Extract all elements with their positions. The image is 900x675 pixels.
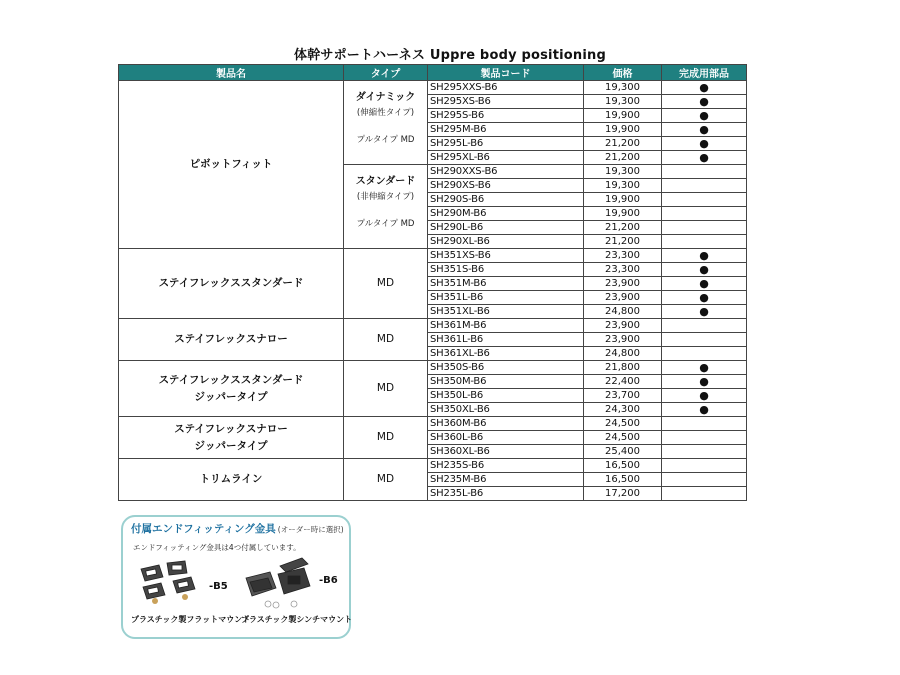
type-cell xyxy=(344,319,428,361)
type-cell xyxy=(344,81,428,165)
product-code-cell: SH290XXS-B6 xyxy=(428,165,584,179)
type-pull-label: プルタイプ MD xyxy=(356,219,415,229)
completion-part-mark: ● xyxy=(699,403,709,416)
type-note: (伸縮性タイプ) xyxy=(356,108,415,118)
price-cell: 17,200 xyxy=(584,487,662,501)
type-cell xyxy=(344,165,428,249)
price-cell: 21,200 xyxy=(584,221,662,235)
b6-label: -B6 xyxy=(319,575,338,586)
price-cell: 21,200 xyxy=(584,235,662,249)
type-label: MD xyxy=(376,431,395,443)
price-cell: 21,200 xyxy=(584,151,662,165)
completion-part-cell xyxy=(662,487,747,501)
product-name-line: トリムライン xyxy=(199,473,263,485)
fitting-title: 付属エンドフィッティング金具 xyxy=(131,523,276,535)
product-name-cell xyxy=(119,417,344,459)
completion-part-cell xyxy=(662,319,747,333)
price-cell: 23,900 xyxy=(584,319,662,333)
table-row xyxy=(119,319,747,333)
product-code-cell: SH295XXS-B6 xyxy=(428,81,584,95)
completion-part-cell xyxy=(662,333,747,347)
price-cell: 21,200 xyxy=(584,137,662,151)
completion-part-cell xyxy=(662,361,747,375)
price-cell: 19,900 xyxy=(584,207,662,221)
completion-part-mark: ● xyxy=(699,277,709,290)
product-name-cell xyxy=(119,81,344,249)
completion-part-mark: ● xyxy=(699,361,709,374)
end-fitting-panel xyxy=(121,515,351,639)
price-cell: 23,900 xyxy=(584,291,662,305)
completion-part-cell xyxy=(662,431,747,445)
type-cell xyxy=(344,361,428,417)
completion-part-cell xyxy=(662,193,747,207)
header-price: 価格 xyxy=(584,65,662,81)
price-cell: 21,800 xyxy=(584,361,662,375)
completion-part-cell xyxy=(662,235,747,249)
product-name-line: ジッパータイプ xyxy=(194,439,268,452)
type-label: MD xyxy=(376,277,395,289)
table-row xyxy=(119,361,747,375)
completion-part-mark: ● xyxy=(699,249,709,262)
completion-part-cell xyxy=(662,95,747,109)
table-row xyxy=(119,417,747,431)
header-type: タイプ xyxy=(344,65,428,81)
product-code-cell: SH361XL-B6 xyxy=(428,347,584,361)
product-code-cell: SH351L-B6 xyxy=(428,291,584,305)
product-code-cell: SH350XL-B6 xyxy=(428,403,584,417)
price-cell: 24,800 xyxy=(584,347,662,361)
completion-part-cell xyxy=(662,389,747,403)
completion-part-mark: ● xyxy=(699,123,709,136)
product-code-cell: SH290M-B6 xyxy=(428,207,584,221)
product-name-line: ピボットフィット xyxy=(189,158,273,170)
price-cell: 19,900 xyxy=(584,123,662,137)
completion-part-mark: ● xyxy=(699,291,709,304)
table-row xyxy=(119,81,747,95)
product-code-cell: SH290L-B6 xyxy=(428,221,584,235)
price-cell: 19,900 xyxy=(584,109,662,123)
product-code-cell: SH295M-B6 xyxy=(428,123,584,137)
completion-part-cell xyxy=(662,291,747,305)
price-cell: 19,300 xyxy=(584,179,662,193)
product-code-cell: SH235S-B6 xyxy=(428,459,584,473)
price-cell: 23,900 xyxy=(584,333,662,347)
product-name-line: ステイフレックススタンダード xyxy=(158,277,304,289)
product-code-cell: SH235M-B6 xyxy=(428,473,584,487)
completion-part-cell xyxy=(662,459,747,473)
header-completion-parts: 完成用部品 xyxy=(662,65,747,81)
price-cell: 16,500 xyxy=(584,459,662,473)
table-row xyxy=(119,249,747,263)
product-name-cell xyxy=(119,459,344,501)
price-cell: 23,900 xyxy=(584,277,662,291)
completion-part-cell xyxy=(662,305,747,319)
price-cell: 24,500 xyxy=(584,417,662,431)
completion-part-mark: ● xyxy=(699,95,709,108)
table-row xyxy=(119,459,747,473)
completion-part-cell xyxy=(662,207,747,221)
product-code-cell: SH351XS-B6 xyxy=(428,249,584,263)
completion-part-mark: ● xyxy=(699,109,709,122)
product-name-cell xyxy=(119,361,344,417)
completion-part-cell xyxy=(662,221,747,235)
completion-part-mark: ● xyxy=(699,263,709,276)
price-cell: 22,400 xyxy=(584,375,662,389)
product-code-cell: SH351S-B6 xyxy=(428,263,584,277)
completion-part-cell xyxy=(662,403,747,417)
completion-part-cell xyxy=(662,165,747,179)
completion-part-mark: ● xyxy=(699,137,709,150)
completion-part-cell xyxy=(662,263,747,277)
price-cell: 19,300 xyxy=(584,165,662,179)
product-code-cell: SH350L-B6 xyxy=(428,389,584,403)
fitting-description: エンドフィッティング金具は4つ付属しています。 xyxy=(133,543,301,552)
fitting-title-note: (オーダー時に選択) xyxy=(277,525,344,534)
price-cell: 23,700 xyxy=(584,389,662,403)
product-code-cell: SH361L-B6 xyxy=(428,333,584,347)
product-code-cell: SH350M-B6 xyxy=(428,375,584,389)
type-main-label: スタンダード xyxy=(355,176,416,187)
header-product-code: 製品コード xyxy=(428,65,584,81)
completion-part-cell xyxy=(662,151,747,165)
price-cell: 24,500 xyxy=(584,431,662,445)
product-code-cell: SH290XS-B6 xyxy=(428,179,584,193)
product-code-cell: SH360M-B6 xyxy=(428,417,584,431)
price-cell: 23,300 xyxy=(584,263,662,277)
product-code-cell: SH295S-B6 xyxy=(428,109,584,123)
cinch-mount-caption: プラスチック製シンチマウント xyxy=(241,615,353,624)
product-name-line: ステイフレックススタンダード xyxy=(158,373,304,386)
completion-part-cell xyxy=(662,375,747,389)
header-product-name: 製品名 xyxy=(119,65,344,81)
product-code-cell: SH295XL-B6 xyxy=(428,151,584,165)
type-cell xyxy=(344,459,428,501)
price-cell: 16,500 xyxy=(584,473,662,487)
completion-part-mark: ● xyxy=(699,305,709,318)
completion-part-mark: ● xyxy=(699,375,709,388)
completion-part-cell xyxy=(662,249,747,263)
product-code-cell: SH290XL-B6 xyxy=(428,235,584,249)
price-cell: 24,800 xyxy=(584,305,662,319)
type-label: MD xyxy=(376,382,395,394)
product-code-cell: SH360XL-B6 xyxy=(428,445,584,459)
completion-part-cell xyxy=(662,347,747,361)
completion-part-cell xyxy=(662,179,747,193)
product-code-cell: SH351M-B6 xyxy=(428,277,584,291)
type-label: MD xyxy=(376,473,395,485)
price-cell: 24,300 xyxy=(584,403,662,417)
completion-part-cell xyxy=(662,81,747,95)
product-code-cell: SH350S-B6 xyxy=(428,361,584,375)
product-name-line: ステイフレックスナロー xyxy=(174,422,288,435)
price-cell: 19,900 xyxy=(584,193,662,207)
price-cell: 25,400 xyxy=(584,445,662,459)
completion-part-cell xyxy=(662,277,747,291)
product-code-cell: SH360L-B6 xyxy=(428,431,584,445)
product-name-line: ジッパータイプ xyxy=(194,390,268,403)
type-cell xyxy=(344,417,428,459)
flat-mount-image xyxy=(133,557,213,607)
completion-part-mark: ● xyxy=(699,151,709,164)
type-pull-label: プルタイプ MD xyxy=(356,135,415,145)
completion-part-cell xyxy=(662,473,747,487)
b5-label: -B5 xyxy=(209,581,228,592)
type-note: (非伸縮タイプ) xyxy=(356,192,415,202)
completion-part-cell xyxy=(662,109,747,123)
product-name-cell xyxy=(119,249,344,319)
flat-mount-caption: プラスチック製フラットマウント xyxy=(131,615,251,624)
price-cell: 19,300 xyxy=(584,81,662,95)
product-code-cell: SH290S-B6 xyxy=(428,193,584,207)
product-code-cell: SH351XL-B6 xyxy=(428,305,584,319)
price-cell: 23,300 xyxy=(584,249,662,263)
type-cell xyxy=(344,249,428,319)
cinch-mount-image xyxy=(240,552,320,610)
page-title: 体幹サポートハーネス Uppre body positioning xyxy=(294,48,606,63)
product-code-cell: SH295XS-B6 xyxy=(428,95,584,109)
product-name-line: ステイフレックスナロー xyxy=(174,333,288,345)
product-name-cell xyxy=(119,319,344,361)
type-label: MD xyxy=(376,333,395,345)
completion-part-cell xyxy=(662,445,747,459)
product-code-cell: SH361M-B6 xyxy=(428,319,584,333)
table-header-row xyxy=(119,65,747,81)
completion-part-mark: ● xyxy=(699,389,709,402)
completion-part-mark: ● xyxy=(699,81,709,94)
product-code-cell: SH235L-B6 xyxy=(428,487,584,501)
completion-part-cell xyxy=(662,417,747,431)
completion-part-cell xyxy=(662,137,747,151)
product-code-cell: SH295L-B6 xyxy=(428,137,584,151)
completion-part-cell xyxy=(662,123,747,137)
product-table xyxy=(118,64,747,501)
price-cell: 19,300 xyxy=(584,95,662,109)
type-main-label: ダイナミック xyxy=(355,92,416,103)
